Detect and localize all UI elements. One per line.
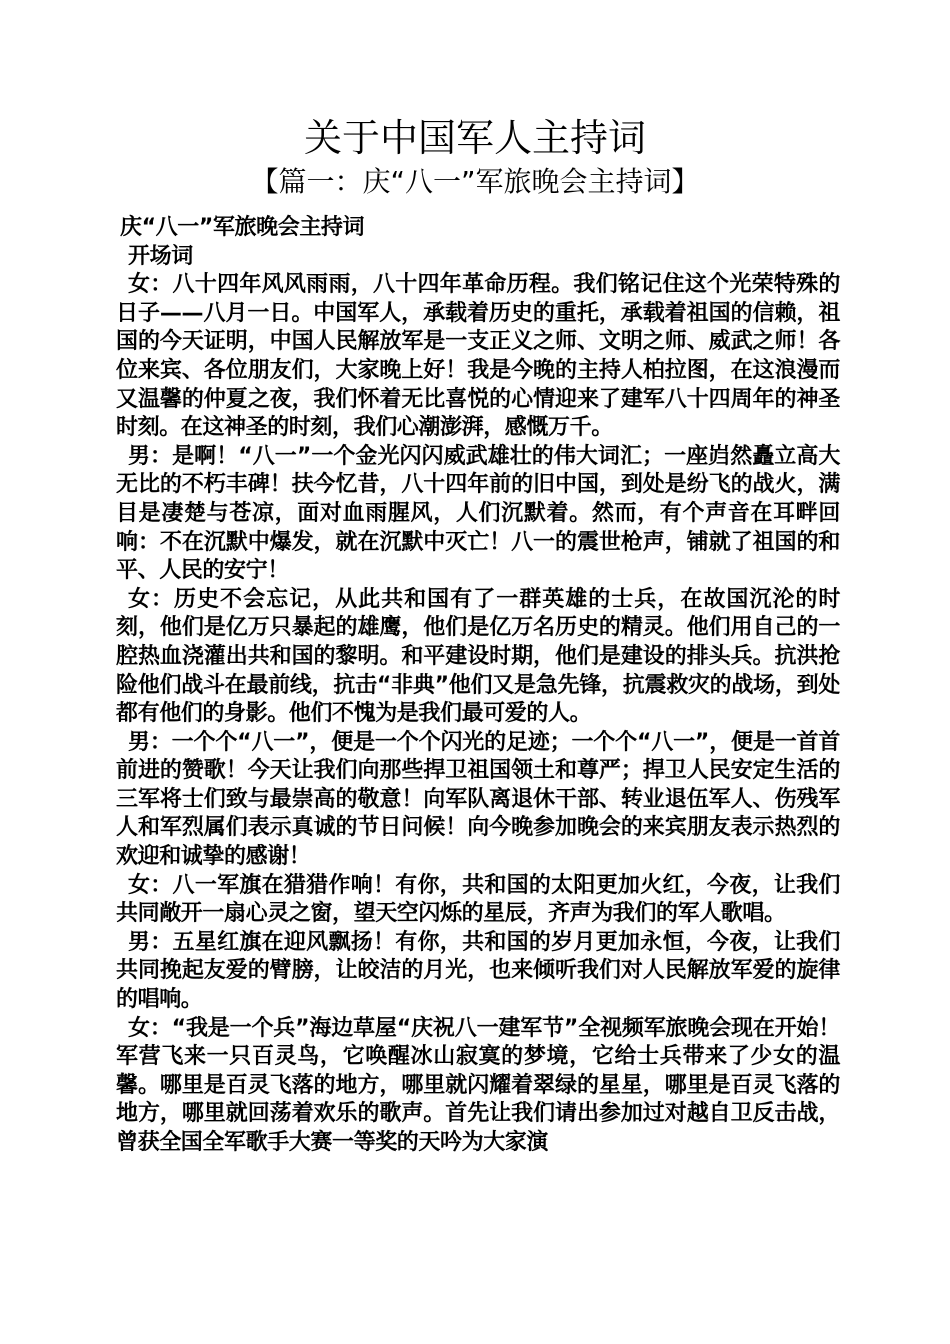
paragraph: 女：历史不会忘记，从此共和国有了一群英雄的士兵，在故国沉沦的时刻，他们是亿万只暴起的雄鹰，他们是亿万名历史的精灵。他们用自己的一腔热血浇灌出共和国的黎明。和平建设时期，他们是建设的排头兵。抗洪抢险他们战斗在最前线，抗击“非典”他们又是急先锋，抗震救灾的战场，到处都有他们的身影。他们不愧为是我们最可爱的人。 (116, 586, 840, 727)
document-subtitle: 【篇一：庆“八一”军旅晚会主持词】 (250, 165, 700, 198)
document-body (116, 214, 840, 1158)
sub-heading: 开场词 (128, 243, 193, 269)
paragraph: 女：八十四年风风雨雨，八十四年革命历程。我们铭记住这个光荣特殊的日子——八月一日。中国军人，承载着历史的重托，承载着祖国的信赖，祖国的今天证明，中国人民解放军是一支正义之师、文明之师、威武之师！各位来宾、各位朋友们，大家晚上好！我是今晚的主持人柏拉图，在这浪漫而又温馨的仲夏之夜，我们怀着无比喜悦的心情迎来了建军八十四周年的神圣时刻。在这神圣的时刻，我们心潮澎湃，感慨万千。 (116, 272, 840, 441)
paragraph: 男：一个个“八一”，便是一个个闪光的足迹；一个个“八一”，便是一首首前进的赞歌！今天让我们向那些捍卫祖国领土和尊严；捍卫人民安定生活的三军将士们致与最崇高的敬意！向军队离退休干部、转业退伍军人、伤残军人和军烈属们表示真诚的节日问候！向今晚参加晚会的来宾朋友表示热烈的欢迎和诚挚的感谢！ (116, 729, 840, 870)
paragraph: 男：五星红旗在迎风飘扬！有你，共和国的岁月更加永恒，今夜，让我们共同挽起友爱的臂膀，让皎洁的月光，也来倾听我们对人民解放军爱的旋律的唱响。 (116, 929, 840, 1013)
document-title: 关于中国军人主持词 (303, 116, 646, 160)
paragraph: 女：八一军旗在猎猎作响！有你，共和国的太阳更加火红，今夜，让我们共同敞开一扇心灵之窗，望天空闪烁的星辰，齐声为我们的军人歌唱。 (116, 872, 840, 927)
section-heading: 庆“八一”军旅晚会主持词 (120, 215, 365, 240)
paragraph: 男：是啊！“八一”一个金光闪闪威武雄壮的伟大词汇；一座岿然矗立高大无比的不朽丰碑！扶今忆昔，八十四年前的旧中国，到处是纷飞的战火，满目是凄楚与苍凉，面对血雨腥风，人们沉默着。然而，有个声音在耳畔回响：不在沉默中爆发，就在沉默中灭亡！八一的震世枪声，铺就了祖国的和平、人民的安宁！ (116, 443, 840, 584)
paragraph: 女：“我是一个兵”海边草屋“庆祝八一建军节”全视频军旅晚会现在开始！军营飞来一只百灵鸟，它唤醒冰山寂寞的梦境，它给士兵带来了少女的温馨。哪里是百灵飞落的地方，哪里就闪耀着翠绿的星星，哪里是百灵飞落的地方，哪里就回荡着欢乐的歌声。首先让我们请出参加过对越自卫反击战，曾获全国全军歌手大赛一等奖的天吟为大家演 (116, 1015, 840, 1155)
